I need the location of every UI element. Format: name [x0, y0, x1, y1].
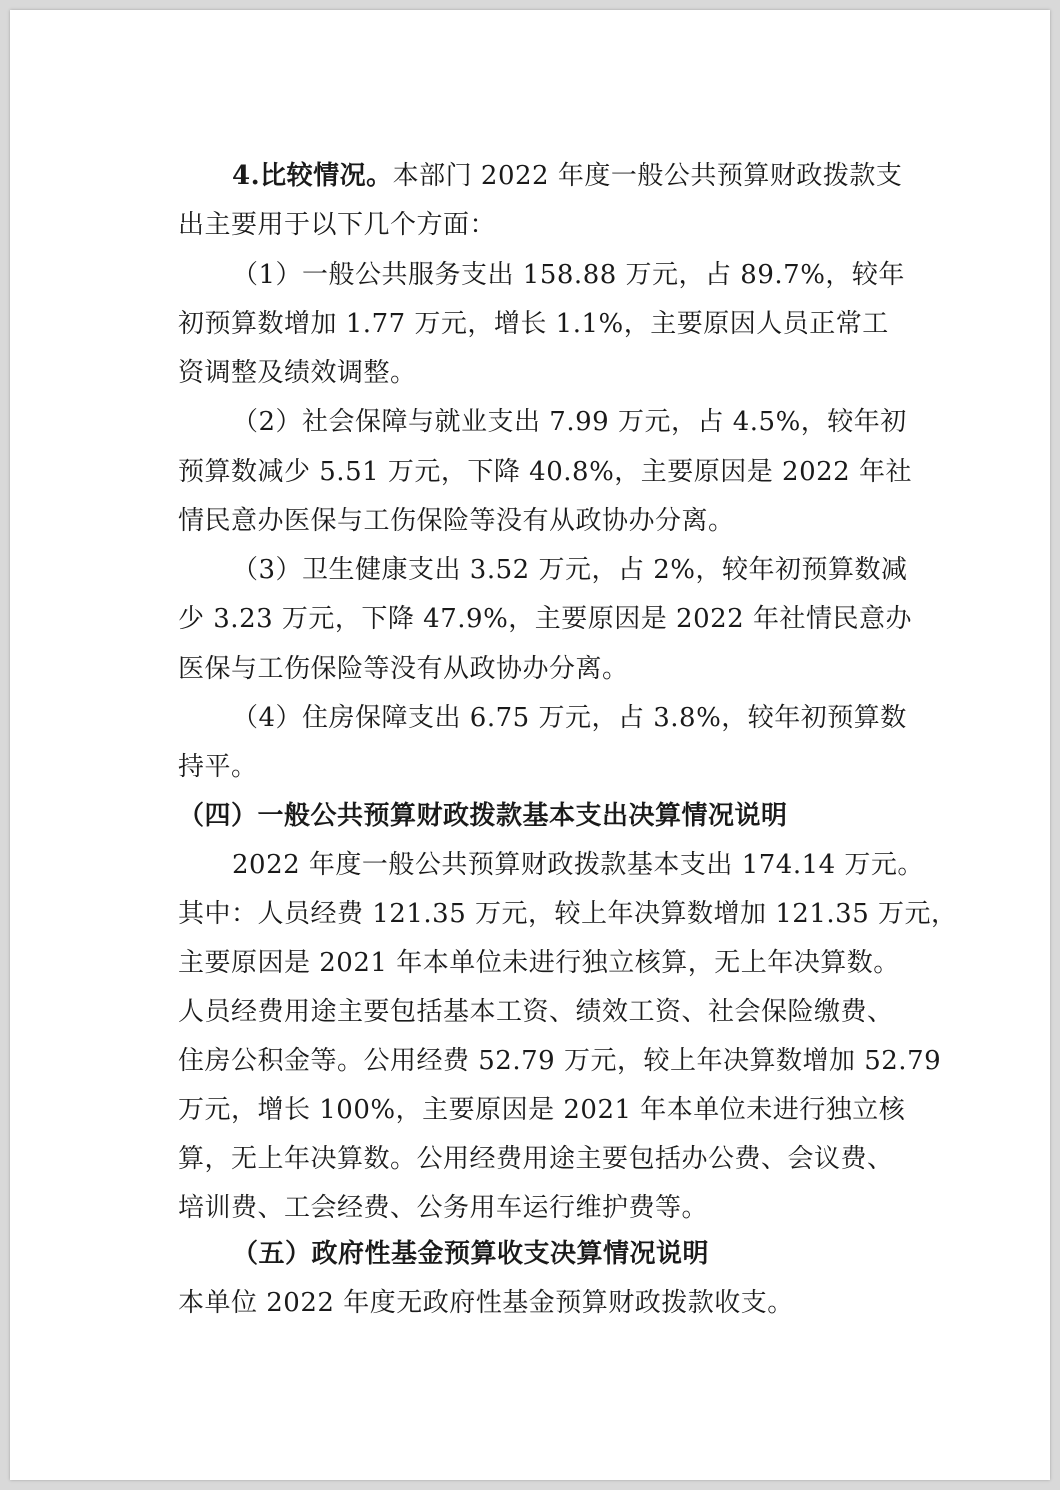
line-11: 医保与工伤保险等没有从政协办分离。	[178, 654, 629, 684]
line-13: 持平。	[178, 752, 258, 782]
line-17: 主要原因是 2021 年本单位未进行独立核算，无上年决算数。	[178, 948, 900, 978]
line-22: 培训费、工会经费、公务用车运行维护费等。	[178, 1193, 709, 1223]
line-16: 其中：人员经费 121.35 万元，较上年决算数增加 121.35 万元，	[178, 899, 958, 929]
section-heading-4: （四）一般公共预算财政拨款基本支出决算情况说明	[178, 801, 788, 831]
section-heading-5: （五）政府性基金预算收支决算情况说明	[232, 1239, 710, 1269]
line-5: 资调整及绩效调整。	[178, 358, 417, 388]
line-7: 预算数减少 5.51 万元，下降 40.8%，主要原因是 2022 年社	[178, 457, 912, 487]
line-2: 出主要用于以下几个方面：	[178, 210, 497, 240]
document-page	[10, 10, 1050, 1480]
line-1: 4.比较情况。本部门 2022 年度一般公共预算财政拨款支	[232, 161, 903, 191]
line-12: （4）住房保障支出 6.75 万元，占 3.8%，较年初预算数	[232, 703, 907, 733]
line-4: 初预算数增加 1.77 万元，增长 1.1%，主要原因人员正常工	[178, 309, 889, 339]
line-21: 算，无上年决算数。公用经费用途主要包括办公费、会议费、	[178, 1144, 894, 1174]
line-6: （2）社会保障与就业支出 7.99 万元，占 4.5%，较年初	[232, 407, 907, 437]
line-18: 人员经费用途主要包括基本工资、绩效工资、社会保险缴费、	[178, 997, 894, 1027]
line-15: 2022 年度一般公共预算财政拨款基本支出 174.14 万元。	[232, 850, 924, 880]
line-8: 情民意办医保与工伤保险等没有从政协办分离。	[178, 506, 735, 536]
line-24: 本单位 2022 年度无政府性基金预算财政拨款收支。	[178, 1288, 794, 1318]
line-20: 万元，增长 100%，主要原因是 2021 年本单位未进行独立核	[178, 1095, 906, 1125]
subsection-lead: 4.比较情况。	[232, 161, 393, 191]
line-19: 住房公积金等。公用经费 52.79 万元，较上年决算数增加 52.79	[178, 1046, 942, 1076]
line-9: （3）卫生健康支出 3.52 万元，占 2%，较年初预算数减	[232, 555, 908, 585]
line-3: （1）一般公共服务支出 158.88 万元，占 89.7%，较年	[232, 260, 905, 290]
line-10: 少 3.23 万元，下降 47.9%，主要原因是 2022 年社情民意办	[178, 604, 912, 634]
